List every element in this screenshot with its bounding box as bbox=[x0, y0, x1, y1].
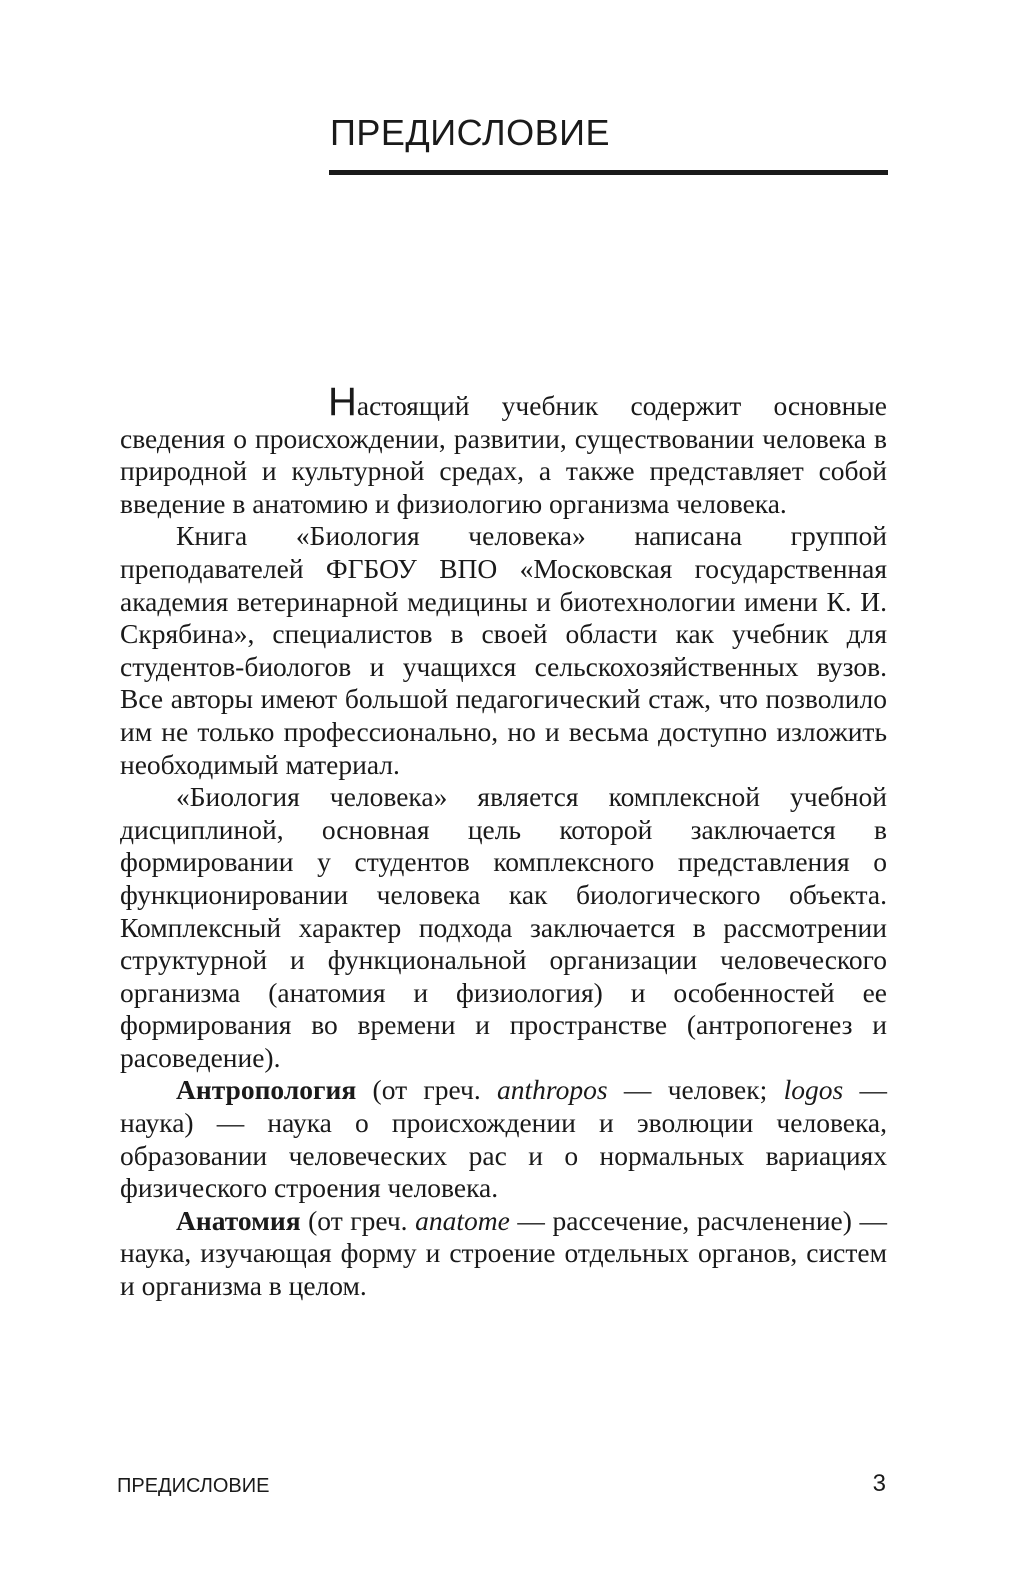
term-anthropology: Антропология bbox=[176, 1074, 357, 1106]
chapter-title: ПРЕДИСЛОВИЕ bbox=[330, 112, 610, 153]
definition-text: — наука) — наука о происхождении и эволюции человека, образовании человеческих рас и о нормальных вариациях физического строения человека. bbox=[120, 1074, 887, 1204]
definition-text: (от греч. bbox=[356, 1074, 498, 1106]
term-anatomy: Анатомия bbox=[176, 1204, 301, 1236]
paragraph-authors: Книга «Биология человека» написана группой преподавателей ФГБОУ ВПО «Московская государственная академия ветеринарной медицины и биотехнологии имени К. И. Скрябина», специалистов в своей области как учебник для студентов-биологов и учащихся сельскохозяйственных вузов. Все авторы имеют большой педагогический стаж, что позволило им не только профессионально, но и весьма доступно изложить необходимый материал. bbox=[120, 520, 887, 780]
greek-word: anatome bbox=[415, 1204, 510, 1236]
definition-text: — человек; bbox=[607, 1074, 784, 1106]
greek-word: anthropos bbox=[497, 1074, 608, 1106]
paragraph-discipline: «Биология человека» является комплексной учебной дисциплиной, основная цель которой заключается в формировании у студентов комплексного представления о функционировании человека как биологического объекта. Комплексный характер подхода заключается в рассмотрении структурной и функциональной организации человеческого организма (анатомия и физиология) и особенностей ее формирования во времени и пространстве (антропогенез и расоведение). bbox=[120, 781, 887, 1073]
page-number: 3 bbox=[872, 1470, 886, 1497]
greek-word: logos bbox=[783, 1074, 844, 1106]
dropcap: Н bbox=[328, 380, 357, 424]
title-rule bbox=[329, 170, 888, 175]
definition-text: (от греч. bbox=[300, 1204, 416, 1236]
paragraph-anatomy bbox=[120, 1205, 887, 1303]
paragraph-anthropology bbox=[120, 1074, 887, 1204]
paragraph-intro-text: астоящий учебник содержит основные сведения о происхождении, развитии, существовании человека в природной и культурной средах, а также представляет собой введение в анатомию и физиологию организма человека. bbox=[120, 390, 887, 519]
paragraph-intro bbox=[120, 380, 887, 520]
definition-text: — рассечение, расчленение) — наука, изучающая форму и строение отдельных органов, систем и организма в целом. bbox=[120, 1204, 887, 1302]
body-text bbox=[120, 380, 887, 1303]
running-footer: ПРЕДИСЛОВИЕ bbox=[117, 1475, 270, 1497]
